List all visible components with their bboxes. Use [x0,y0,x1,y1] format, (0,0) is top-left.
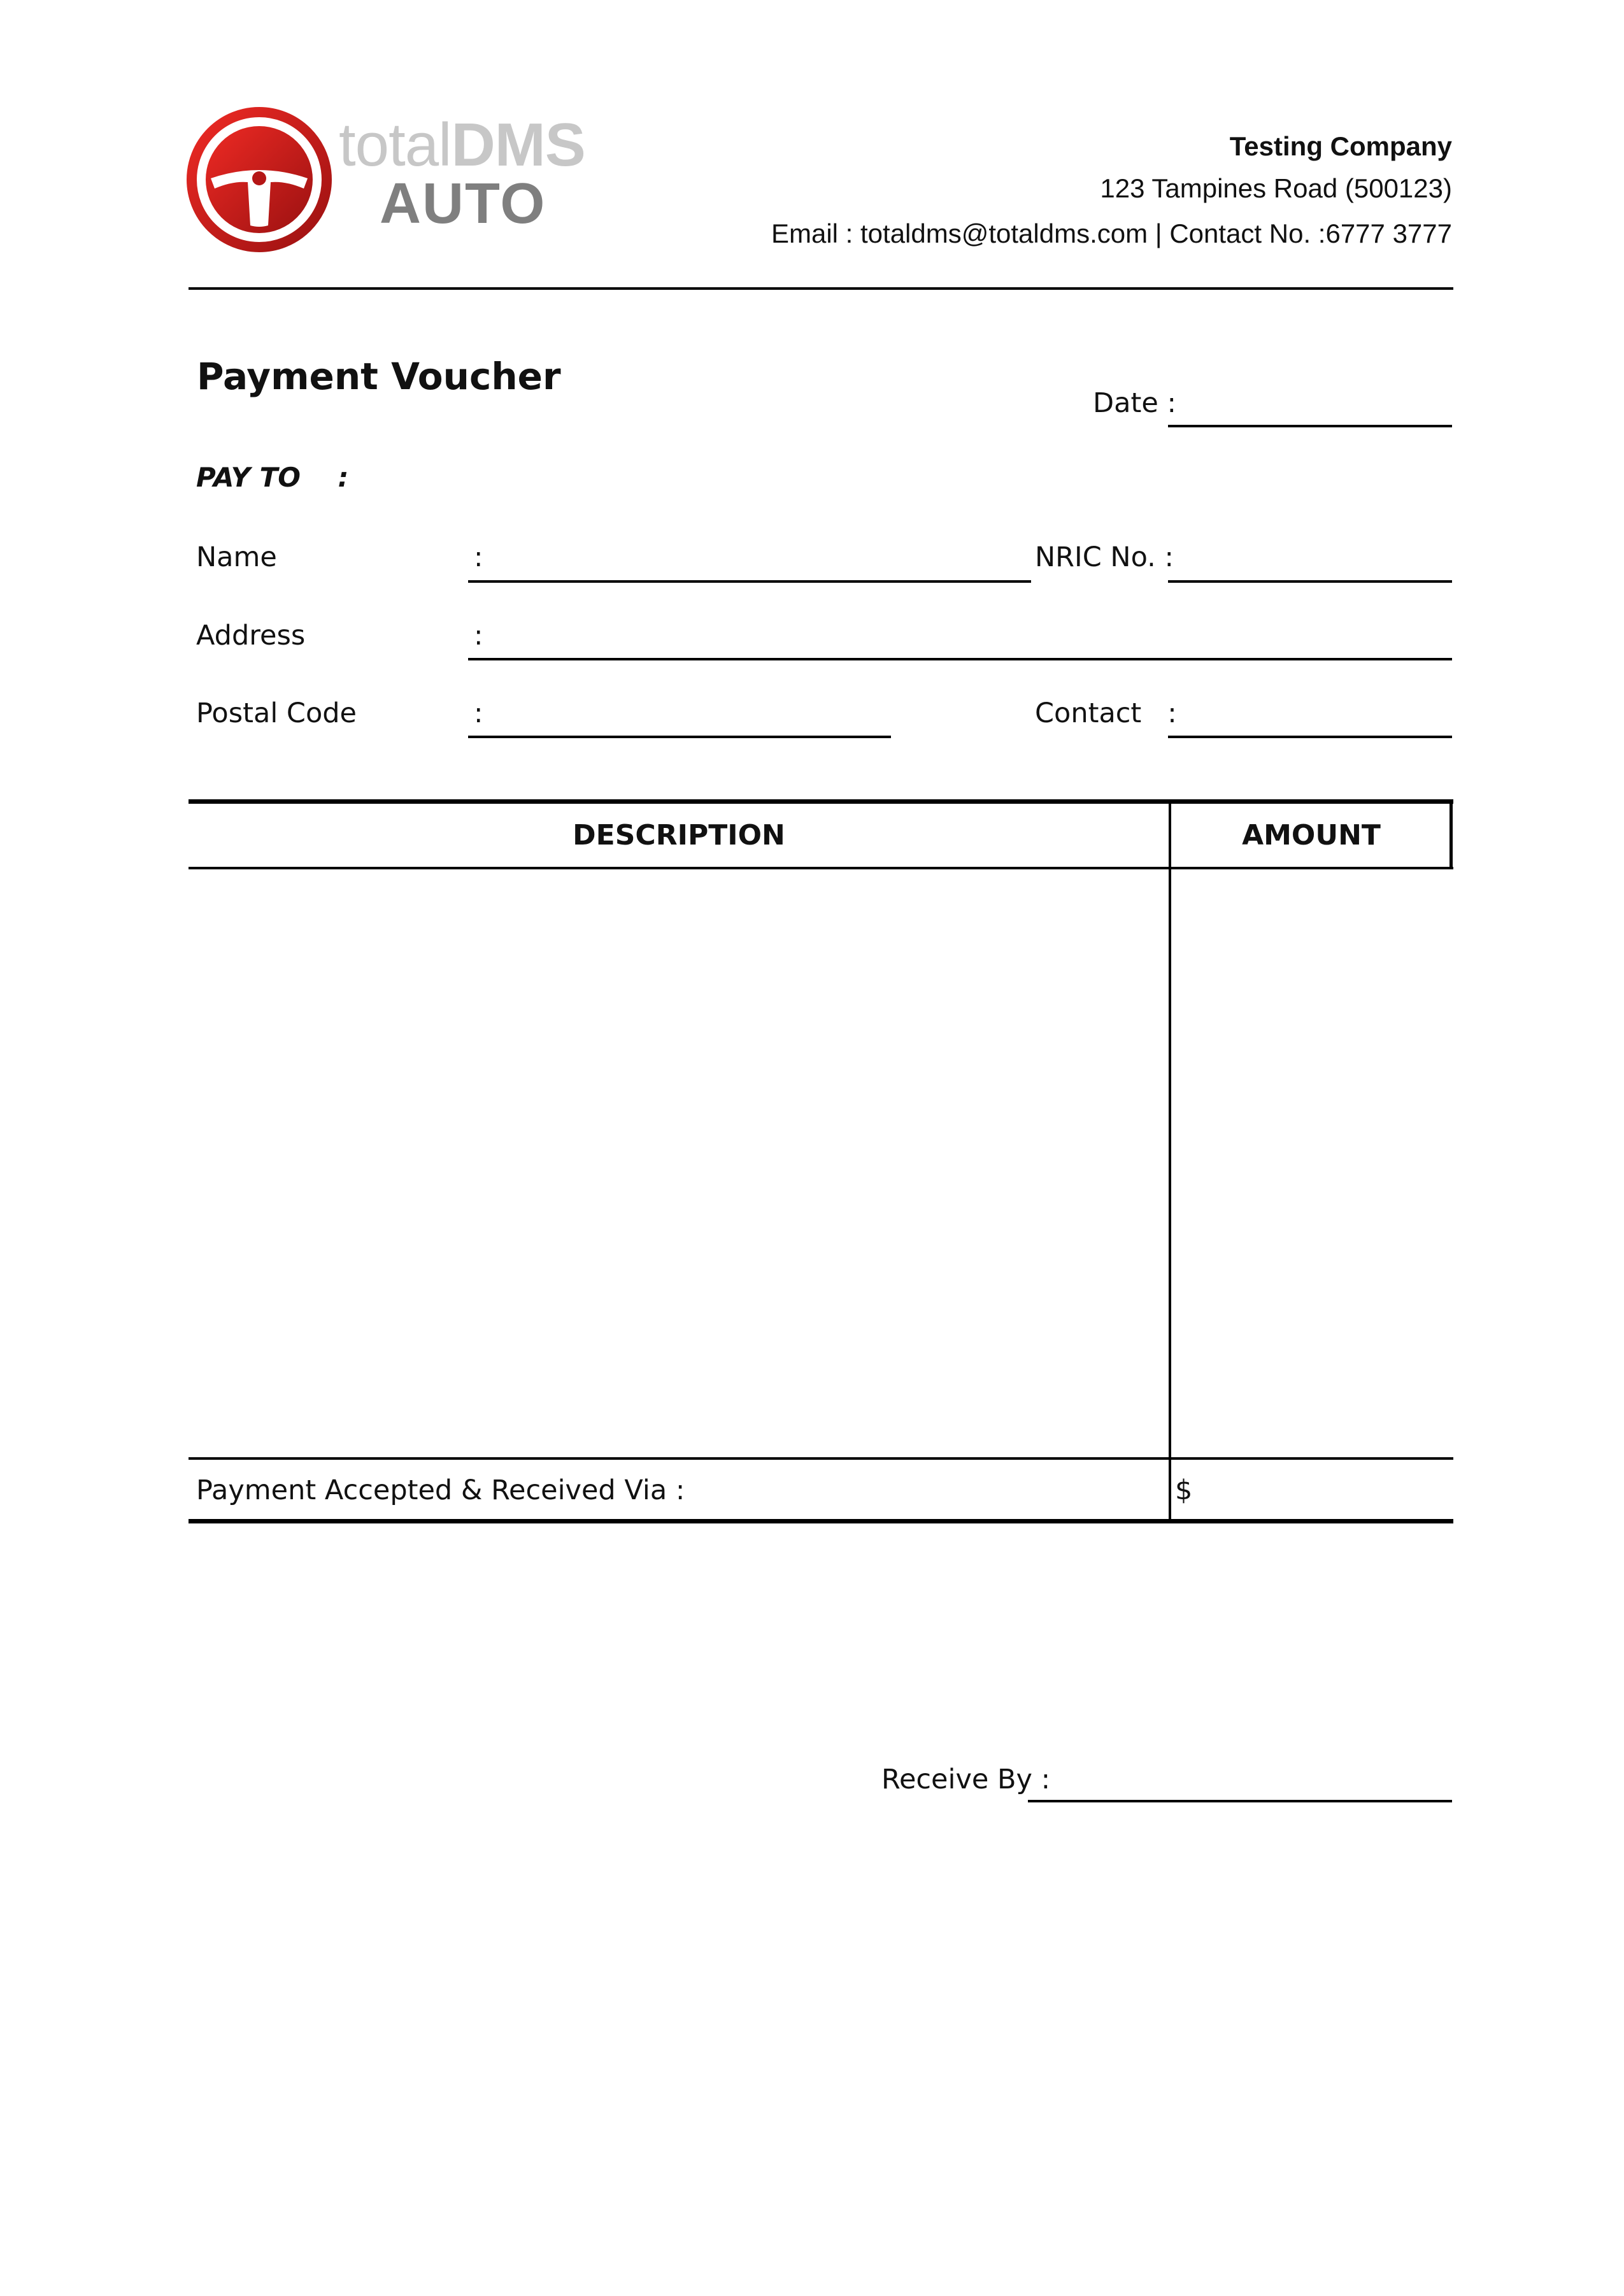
column-divider [1169,801,1171,1522]
amount-header: AMOUNT [1242,819,1381,852]
amount-body[interactable] [1173,870,1451,1456]
name-label: Name [196,541,277,573]
nric-field[interactable] [1168,580,1452,583]
contact-field[interactable] [1168,736,1452,738]
contact-label: Contact : [1035,697,1177,729]
receive-by-label: Receive By : [881,1764,1051,1795]
table-bottom-border [189,1519,1453,1523]
description-header: DESCRIPTION [573,819,785,852]
receive-by-signature-field[interactable] [1028,1800,1452,1802]
address-field[interactable] [468,658,1452,660]
company-contact: Email : totaldms@totaldms.com | Contact No. :6777 3777 [771,218,1452,248]
logo-wordmark: totalDMS [339,111,585,179]
description-body[interactable] [191,870,1167,1456]
postal-code-colon: : [474,697,483,729]
name-field[interactable] [468,580,1031,583]
pay-to-label: PAY TO : [196,462,349,493]
logo-subtitle: AUTO [380,172,546,236]
company-name: Testing Company [1229,131,1452,161]
nric-label: NRIC No. : [1035,541,1174,573]
steering-wheel-icon [187,107,332,252]
header-divider [189,287,1453,290]
payment-method-label: Payment Accepted & Received Via : [196,1474,685,1506]
page-title: Payment Voucher [197,355,561,398]
postal-code-label: Postal Code [196,697,357,729]
date-field[interactable] [1168,425,1452,427]
header-row-border [189,867,1453,869]
table-right-border-header [1449,799,1453,869]
company-address: 123 Tampines Road (500123) [1100,173,1452,203]
date-label: Date : [1093,387,1176,419]
postal-code-field[interactable] [468,736,891,738]
address-colon: : [474,620,483,652]
address-label: Address [196,620,306,652]
currency-symbol: $ [1175,1474,1193,1506]
footer-row-border [189,1457,1453,1460]
name-colon: : [474,541,483,573]
table-top-border [189,799,1453,804]
